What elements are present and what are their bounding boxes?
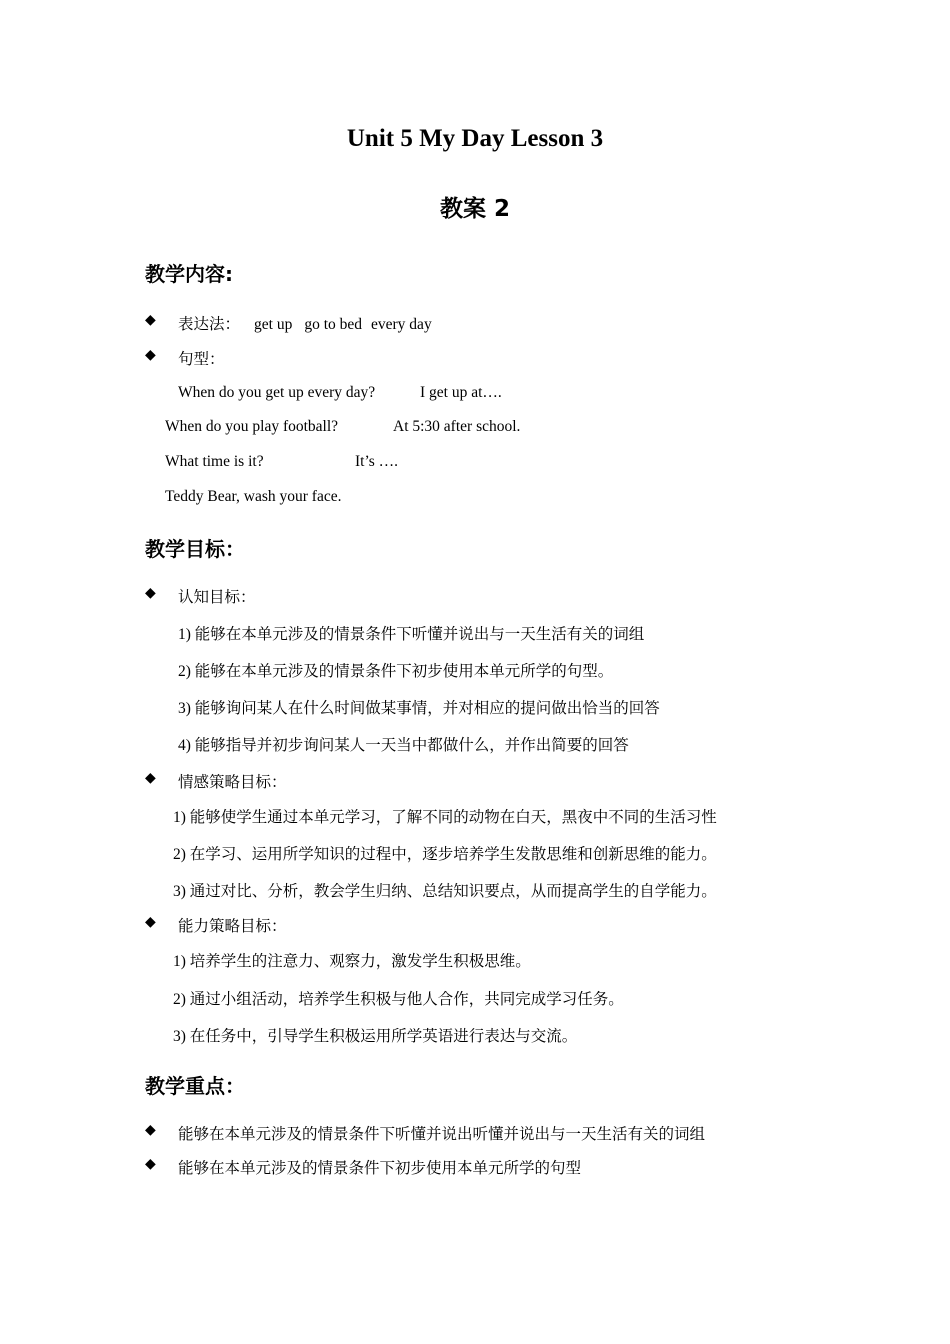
pattern-question: When do you get up every day? bbox=[178, 384, 376, 401]
document-title: Unit 5 My Day Lesson 3 bbox=[346, 125, 604, 152]
emotion-goal-item: 3) 通过对比、分析，教会学生归纳、总结知识要点，从而提高学生的自学能力。 bbox=[173, 883, 717, 900]
key-point-item: 能够在本单元涉及的情景条件下听懂并说出听懂并说出与一天生活有关的词组 bbox=[178, 1126, 706, 1143]
document-subtitle: 教案 2 bbox=[439, 196, 510, 222]
pattern-answer: At 5:30 after school. bbox=[393, 418, 521, 435]
pattern-label: 句型： bbox=[178, 351, 225, 368]
expression-item: go to bed bbox=[304, 316, 363, 333]
cognitive-goal-item: 3) 能够询问某人在什么时间做某事情，并对相应的提问做出恰当的回答 bbox=[178, 700, 660, 717]
expression-label: 表达法： bbox=[178, 316, 241, 333]
bullet-icon: ◆ bbox=[145, 1122, 156, 1138]
emotion-goal-item: 2) 在学习、运用所学知识的过程中，逐步培养学生发散思维和创新思维的能力。 bbox=[173, 846, 717, 863]
pattern-question: When do you play football? bbox=[165, 418, 339, 435]
cognitive-goal-item: 2) 能够在本单元涉及的情景条件下初步使用本单元所学的句型。 bbox=[178, 663, 614, 680]
expression-item: every day bbox=[371, 316, 432, 333]
bullet-icon: ◆ bbox=[145, 770, 156, 786]
ability-goal-item: 2) 通过小组活动，培养学生积极与他人合作，共同完成学习任务。 bbox=[173, 991, 624, 1008]
key-point-item: 能够在本单元涉及的情景条件下初步使用本单元所学的句型 bbox=[178, 1160, 582, 1177]
bullet-icon: ◆ bbox=[145, 312, 156, 328]
section-heading-key-points: 教学重点： bbox=[145, 1074, 245, 1098]
ability-goal-item: 3) 在任务中，引导学生积极运用所学英语进行表达与交流。 bbox=[173, 1028, 578, 1045]
pattern-question: Teddy Bear, wash your face. bbox=[165, 488, 342, 505]
expression-line bbox=[178, 312, 432, 334]
cognitive-goal-label: 认知目标： bbox=[178, 589, 256, 606]
section-heading-goals: 教学目标： bbox=[145, 537, 245, 561]
bullet-icon: ◆ bbox=[145, 347, 156, 363]
pattern-answer: I get up at…. bbox=[420, 384, 502, 401]
bullet-icon: ◆ bbox=[145, 914, 156, 930]
ability-goal-item: 1) 培养学生的注意力、观察力，激发学生积极思维。 bbox=[173, 953, 531, 970]
emotion-goal-item: 1) 能够使学生通过本单元学习，了解不同的动物在白天，黑夜中不同的生活习性 bbox=[173, 809, 717, 826]
ability-goal-label: 能力策略目标： bbox=[178, 918, 287, 935]
emotion-goal-label: 情感策略目标： bbox=[178, 774, 287, 791]
pattern-answer: It’s …. bbox=[355, 453, 399, 470]
cognitive-goal-item: 4) 能够指导并初步询问某人一天当中都做什么，并作出简要的回答 bbox=[178, 737, 629, 754]
expression-item: get up bbox=[254, 316, 293, 333]
bullet-icon: ◆ bbox=[145, 1156, 156, 1172]
section-heading-content: 教学内容: bbox=[145, 262, 233, 286]
bullet-icon: ◆ bbox=[145, 585, 156, 601]
pattern-question: What time is it? bbox=[165, 453, 264, 470]
cognitive-goal-item: 1) 能够在本单元涉及的情景条件下听懂并说出与一天生活有关的词组 bbox=[178, 626, 645, 643]
